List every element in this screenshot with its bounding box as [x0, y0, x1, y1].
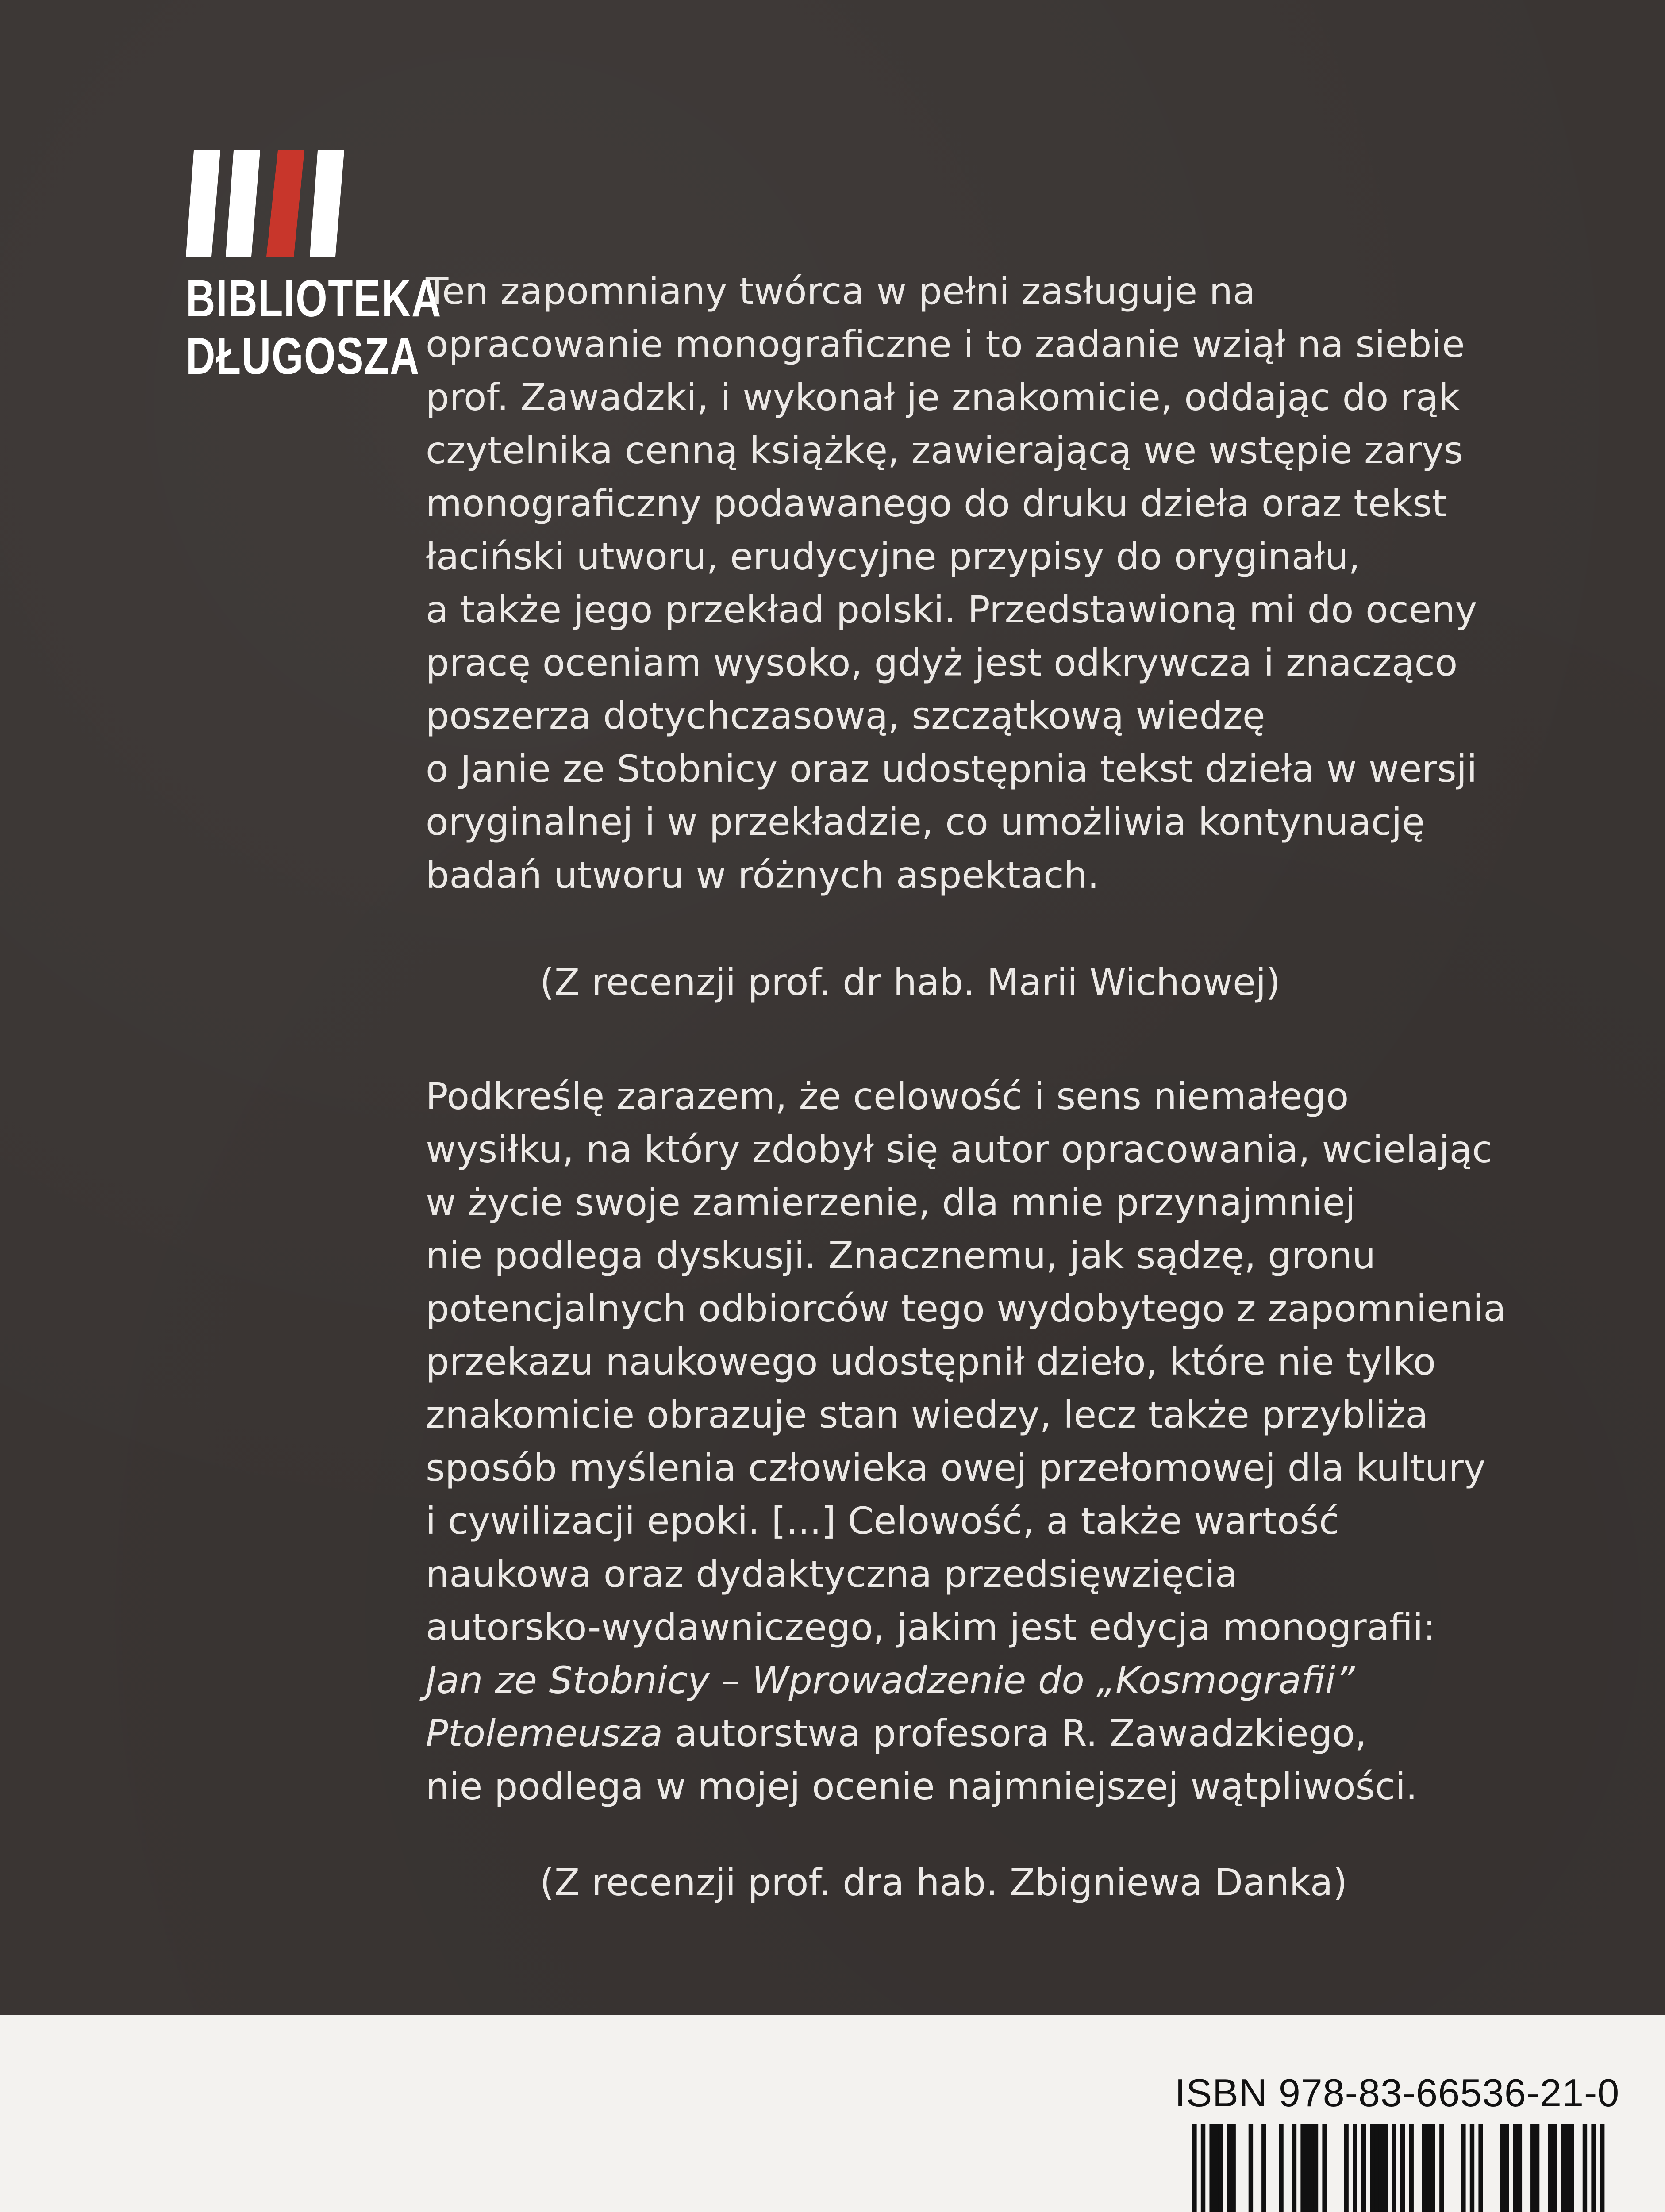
text-line: opracowanie monograficzne i to zadanie wziął na siebie: [426, 323, 1465, 366]
barcode-bar: [1392, 2124, 1396, 2212]
text-line: i cywilizacji epoki. [...] Celowość, a także wartość: [426, 1499, 1340, 1543]
series-logo: [186, 150, 442, 398]
text-line: znakomicie obrazuje stan wiedzy, lecz także przybliża: [426, 1393, 1428, 1436]
text-line: potencjalnych odbiorców tego wydobytego z zapomnienia: [426, 1287, 1506, 1330]
barcode-bar: [1214, 2124, 1218, 2212]
book-title-rest: autorstwa profesora R. Zawadzkiego,: [663, 1712, 1367, 1755]
barcode-bar: [1292, 2124, 1296, 2212]
review-2-attribution: (Z recenzji prof. dra hab. Zbigniewa Danka): [540, 1861, 1348, 1904]
text-line: poszerza dotychczasową, szczątkową wiedzę: [426, 694, 1265, 737]
barcode-bar: [1439, 2124, 1444, 2212]
text-line: autorsko-wydawniczego, jakim jest edycja monografii:: [426, 1605, 1436, 1649]
barcode-bar: [1400, 2124, 1405, 2212]
text-line: nie podlega w mojej ocenie najmniejszej wątpliwości.: [426, 1765, 1418, 1808]
barcode-bar: [1422, 2124, 1427, 2212]
series-logo-line1: BIBLIOTEKA: [186, 269, 442, 328]
barcode-bar: [1565, 2124, 1570, 2212]
barcode-bar: [1518, 2124, 1522, 2212]
barcode-bar: [1361, 2124, 1366, 2212]
barcode-bar: [1379, 2124, 1383, 2212]
barcode-bar: [1218, 2124, 1223, 2212]
barcode-bar: [1431, 2124, 1435, 2212]
barcode-bar: [1227, 2124, 1231, 2212]
text-line: oryginalnej i w przekładzie, co umożliwia kontynuację: [426, 800, 1425, 844]
barcode-bar: [1374, 2124, 1379, 2212]
barcode-bar: [1309, 2124, 1314, 2212]
barcode-bar: [1344, 2124, 1348, 2212]
barcode-bar: [1279, 2124, 1283, 2212]
barcode-bar: [1569, 2124, 1574, 2212]
barcode-bar: [1561, 2124, 1565, 2212]
text-line: czytelnika cenną książkę, zawierającą we wstępie zarys: [426, 429, 1463, 472]
review-2-text: [426, 1070, 1558, 1813]
barcode-bar: [1201, 2124, 1205, 2212]
barcode-bar: [1530, 2124, 1535, 2212]
isbn-label: ISBN 978-83-66536-21-0: [1175, 2071, 1620, 2115]
barcode-bar: [1600, 2124, 1604, 2212]
book-title-line-2: [426, 1707, 1558, 1760]
barcode-bar: [1383, 2124, 1388, 2212]
text-line: Podkreślę zarazem, że celowość i sens niemałego: [426, 1075, 1349, 1118]
text-line: monograficzny podawanego do druku dzieła oraz tekst: [426, 482, 1447, 525]
text-line: badań utworu w różnych aspektach.: [426, 853, 1100, 897]
barcode-bar: [1314, 2124, 1318, 2212]
barcode-bar: [1500, 2124, 1504, 2212]
text-line: naukowa oraz dydaktyczna przedsięwzięcia: [426, 1552, 1238, 1596]
book-title-italic: Ptolemeusza: [426, 1712, 663, 1755]
text-line: łaciński utworu, erudycyjne przypisy do oryginału,: [426, 535, 1361, 578]
barcode-bar: [1470, 2124, 1474, 2212]
text-line: nie podlega dyskusji. Znacznemu, jak sądzę, gronu: [426, 1234, 1376, 1277]
barcode-bar: [1513, 2124, 1518, 2212]
text-line: prof. Zawadzki, i wykonał je znakomicie, oddając do rąk: [426, 376, 1460, 419]
barcode-bar: [1535, 2124, 1539, 2212]
text-line: pracę oceniam wysoko, gdyż jest odkrywcza i znacząco: [426, 641, 1458, 684]
barcode-bar: [1209, 2124, 1214, 2212]
text-line: a także jego przekład polski. Przedstawioną mi do oceny: [426, 588, 1477, 631]
barcode-bar: [1461, 2124, 1465, 2212]
barcode-bar: [1249, 2124, 1253, 2212]
barcode-bar: [1231, 2124, 1235, 2212]
barcode-bar: [1261, 2124, 1266, 2212]
barcode-bar: [1322, 2124, 1327, 2212]
barcode-bar: [1353, 2124, 1357, 2212]
barcode-bar: [1504, 2124, 1509, 2212]
isbn-barcode: [1175, 2124, 1622, 2212]
text-line: przekazu naukowego udostępnił dzieło, które nie tylko: [426, 1340, 1436, 1383]
barcode-bar: [1591, 2124, 1596, 2212]
barcode-bar: [1305, 2124, 1309, 2212]
review-1-text: [426, 265, 1558, 902]
barcode-bar: [1583, 2124, 1587, 2212]
barcode-bar: [1300, 2124, 1305, 2212]
text-line: Ten zapomniany twórca w pełni zasługuje na: [426, 269, 1256, 313]
series-logo-bars-icon: [186, 150, 363, 257]
barcode-bar: [1370, 2124, 1374, 2212]
text-line: sposób myślenia człowieka owej przełomowej dla kultury: [426, 1446, 1486, 1490]
barcode-bar: [1192, 2124, 1196, 2212]
barcode-bar: [1478, 2124, 1483, 2212]
series-logo-line2: DŁUGOSZA: [186, 327, 420, 385]
barcode-bar: [1548, 2124, 1552, 2212]
text-line: o Janie ze Stobnicy oraz udostępnia tekst dzieła w wersji: [426, 747, 1477, 791]
barcode-bar: [1409, 2124, 1414, 2212]
barcode-bar: [1552, 2124, 1557, 2212]
book-title-line: Jan ze Stobnicy – Wprowadzenie do „Kosmografii”: [426, 1659, 1355, 1702]
barcode-bar: [1427, 2124, 1431, 2212]
review-1-attribution: (Z recenzji prof. dr hab. Marii Wichowej): [540, 960, 1280, 1004]
text-line: wysiłku, na który zdobył się autor opracowania, wcielając: [426, 1128, 1493, 1171]
text-line: w życie swoje zamierzenie, dla mnie przynajmniej: [426, 1181, 1356, 1224]
